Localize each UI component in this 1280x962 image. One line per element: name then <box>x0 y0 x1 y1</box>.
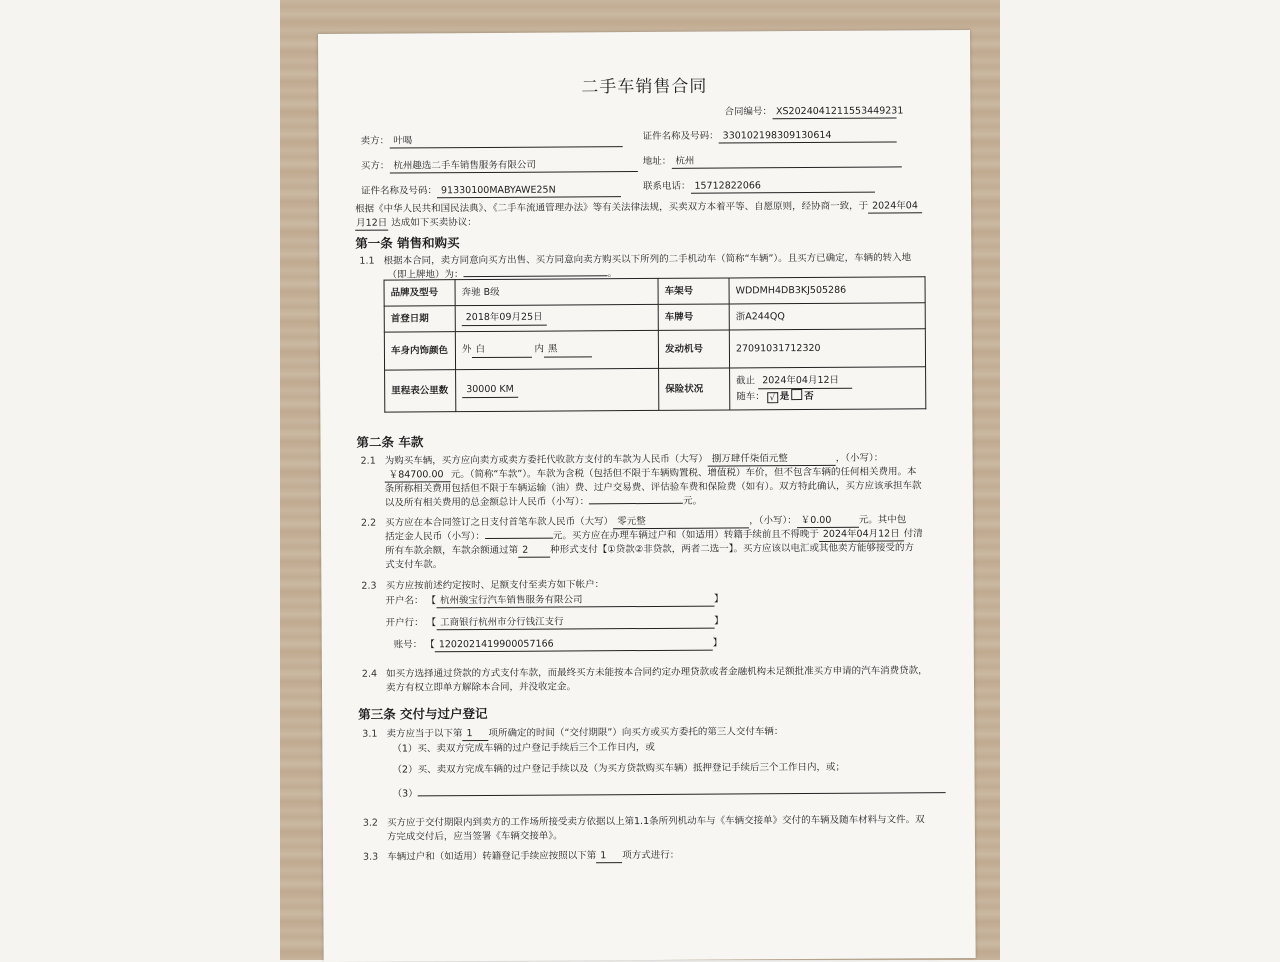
payment-deadline: 2024年04月12日 <box>819 527 904 542</box>
bracket-open: 【 <box>426 595 437 607</box>
plate-value: 浙A244QQ <box>729 303 925 330</box>
delivery-option-choice: 1 <box>462 727 488 741</box>
registration-date-value: 2018年09月25日 <box>462 311 547 326</box>
account-number-row <box>394 637 723 653</box>
clause-text: 元。其中包 <box>858 514 907 526</box>
registration-date-label: 首登日期 <box>384 306 455 332</box>
clause-text: （即上牌地）为： <box>387 269 464 281</box>
seller-id-label: 证件名称及号码： <box>642 130 719 143</box>
insurance-until-value: 2024年04月12日 <box>758 374 852 389</box>
account-name-value: 杭州骏宝行汽车销售服务有限公司 <box>436 593 714 609</box>
agreement-date-year-month: 2024年04 <box>868 199 922 214</box>
contract-title: 二手车销售合同 <box>581 76 708 98</box>
seller-id-row <box>643 128 897 144</box>
contract-number-label: 合同编号： <box>724 106 773 118</box>
clause-text: 买方应在本合同签订之日支付首笔车款人民币（大写） <box>385 516 614 529</box>
vin-value: WDDMH4DB3KJ505286 <box>729 277 925 304</box>
clause-text: （3） <box>392 788 418 800</box>
address-row <box>643 153 902 169</box>
exterior-prefix: 外 <box>461 344 472 356</box>
clause-3-1-item-3 <box>393 784 946 801</box>
first-payment-in-words: 零元整 <box>613 514 749 529</box>
table-row <box>385 367 926 412</box>
clause-3-1-item-1: （1）买、卖双方完成车辆的过户登记手续后三个工作日内，或 <box>392 741 655 755</box>
account-number-label: 账号： <box>393 639 423 651</box>
section-1-title: 第一条 销售和购买 <box>355 235 460 251</box>
insurance-until-row <box>736 374 919 389</box>
color-label: 车身内饰颜色 <box>384 332 455 370</box>
clause-text: 所有车款余额，车款余额通过第 <box>385 544 519 557</box>
section-3-title: 第三条 交付与过户登记 <box>358 705 488 722</box>
yes-label: 是 <box>779 390 790 402</box>
price-in-figures: ￥84700.00 <box>385 468 451 483</box>
clause-2-2-line-4: 式支付车款。 <box>385 559 443 571</box>
table-row <box>384 303 925 332</box>
clause-text: 以及所有相关费用的总金额总计人民币（小写）： <box>384 496 590 509</box>
delivery-other-blank <box>418 792 946 796</box>
clause-text: 项方式进行： <box>622 849 680 862</box>
insurance-cell <box>730 367 926 410</box>
clause-text: 卖方应当于以下第 <box>386 728 463 740</box>
contract-number-value: XS2024041211553449231 <box>772 104 896 119</box>
clause-2-1-line-3: 条所称相关费用包括但不限于车辆运输（油）费、过户交易费、评估验车费和保险费（如有）。双方特此确认，买方应该承担车款 <box>384 480 922 495</box>
table-row <box>384 277 925 306</box>
with-car-label: 随车： <box>736 390 765 402</box>
clause-3-1-item-2: （2）买、卖双方完成车辆的过户登记手续以及（为买方贷款购买车辆）抵押登记手续后三个工作日内，或； <box>392 761 846 776</box>
buyer-row <box>361 158 638 174</box>
color-cell <box>455 330 658 369</box>
clause-text: 元。买方应在办理车辆过户和（如适用）转籍手续前且不得晚于 <box>552 528 819 542</box>
no-label: 否 <box>804 390 814 402</box>
clause-text: ，（小写）： <box>749 515 797 527</box>
buyer-value: 杭州趣选二手车销售服务有限公司 <box>389 158 637 174</box>
section-2-title: 第二条 车款 <box>356 434 424 450</box>
agreement-date-day: 月12日 <box>355 217 388 231</box>
buyer-label: 买方： <box>360 160 390 172</box>
yes-checkbox: √ <box>767 392 778 403</box>
mileage-cell <box>456 368 659 411</box>
buyer-id-value: 91330100MABYAWE25N <box>437 183 621 198</box>
engine-label: 发动机号 <box>658 330 729 368</box>
seller-row <box>361 133 623 149</box>
seller-value: 叶喝 <box>389 133 622 149</box>
clause-number: 2.3 <box>361 580 377 592</box>
intro-line-1 <box>355 199 922 217</box>
clause-3-2-line-2: 方完成交付后，应当签署《车辆交接单》。 <box>386 830 563 843</box>
clause-text: 买方应于交付期限内到卖方的工作场所接受卖方依据以上第1.1条所列机动车与《车辆交接单》交付的车辆及随车材料与文件。双 <box>386 814 925 829</box>
clause-2-3 <box>361 578 604 593</box>
clause-2-4-line-1 <box>362 664 928 681</box>
bracket-close: 】 <box>714 615 724 627</box>
phone-label: 联系电话： <box>642 180 691 193</box>
clause-number: 1.1 <box>359 255 375 267</box>
clause-text: 为购买车辆，买方应向卖方或卖方委托代收款方支付的车款为人民币（大写） <box>384 453 708 467</box>
intro-line-2 <box>355 216 477 231</box>
clause-number: 2.4 <box>361 668 378 680</box>
account-name-row <box>385 593 723 609</box>
buyer-id-row <box>361 183 621 199</box>
clause-1-1-line-2: （即上牌地）为： 。 <box>387 268 618 281</box>
interior-prefix: 内 <box>534 343 545 356</box>
clause-text: 根据本合同，卖方同意向买方出售、买方同意向卖方购买以下所列的二手机动车（简称“车辆”）。且买方已确定，车辆的转入地 <box>383 252 912 267</box>
clause-text: 买方应按前述约定按时、足额支付至卖方如下帐户： <box>385 579 605 592</box>
account-bank-row <box>386 615 724 631</box>
bracket-open: 【 <box>425 639 435 651</box>
clause-text: 元。 <box>683 495 703 507</box>
bracket-open: 【 <box>426 617 437 629</box>
clause-number: 3.3 <box>363 851 379 863</box>
total-amount-blank <box>589 503 683 505</box>
insurance-label: 保险状况 <box>659 368 730 410</box>
intro-text: 根据《中华人民共和国民法典》、《二手车流通管理办法》等有关法律法规，买卖双方本着平等、自愿原则，经协商一致，于 <box>355 200 869 215</box>
registration-location-blank <box>464 275 608 277</box>
clause-number: 3.2 <box>362 817 378 829</box>
seller-id-value: 330102198309130614 <box>719 128 897 143</box>
first-payment-in-figures: ￥0.00 <box>797 514 859 529</box>
insurance-until-label: 截止 <box>736 375 756 387</box>
clause-2-4-line-2: 卖方有权立即单方解除本合同，并没收定金。 <box>385 681 577 694</box>
clause-2-2-line-3 <box>385 541 914 559</box>
clause-text: 车辆过户和（如适用）转籍登记手续应按照以下第 <box>387 850 597 863</box>
brand-label: 品牌及型号 <box>384 280 455 306</box>
phone-row <box>643 179 875 195</box>
deposit-blank <box>485 538 553 539</box>
vehicle-info-table <box>384 276 927 412</box>
mileage-label: 里程表公里数 <box>385 370 456 412</box>
contract-number-row <box>724 104 904 119</box>
clause-3-3 <box>363 849 679 865</box>
buyer-id-label: 证件名称及号码： <box>360 185 438 197</box>
clause-text: 元。（简称“车款”）。车款为含税（包括但不限于车辆购置税、增值税）车价，但不包含车辆的任何相关费用。本 <box>450 466 917 481</box>
price-in-words: 捌万肆仟柒佰元整 <box>708 452 836 467</box>
clause-text: 项所确定的时间（“交付期限”）向买方或买方委托的第三人交付车辆： <box>488 726 784 739</box>
phone-value: 15712822066 <box>690 179 874 194</box>
registration-date-cell <box>455 304 658 331</box>
clause-text: 括定金人民币（小写）： <box>385 530 485 543</box>
no-checkbox <box>791 389 802 400</box>
clause-text: 如买方选择通过贷款的方式支付车款，而最终买方未能按本合同约定办理贷款或者金融机构未足额批准买方申请的汽车消费贷款， <box>386 665 928 680</box>
with-car-row <box>736 388 919 403</box>
clause-3-1-line-1 <box>362 725 783 742</box>
brand-value: 奔驰 B级 <box>455 278 658 305</box>
bracket-close: 】 <box>713 593 724 605</box>
clause-number: 2.1 <box>360 455 376 467</box>
intro-tail: 达成如下买卖协议： <box>391 217 477 229</box>
clause-3-2-line-1 <box>363 813 925 830</box>
vin-label: 车架号 <box>658 278 729 304</box>
account-bank-label: 开户行： <box>385 617 424 629</box>
clause-number: 2.2 <box>360 517 377 529</box>
clause-number: 3.1 <box>362 728 378 740</box>
clause-text: ，（小写）： <box>835 452 884 464</box>
account-bank-value: 工商银行杭州市分行钱江支行 <box>436 615 714 631</box>
transfer-option-choice: 1 <box>596 849 622 863</box>
payment-method-choice: 2 <box>518 544 550 558</box>
interior-color-value: 黑 <box>544 343 592 358</box>
clause-text: 种形式支付【①贷款②非贷款，两者二选一】。买方应该以电汇或其他卖方能够接受的方 <box>550 542 915 556</box>
contract-paper <box>318 30 976 962</box>
clause-1-1 <box>359 251 911 268</box>
account-number-value: 1202021419900057166 <box>435 637 713 653</box>
address-value: 杭州 <box>671 153 901 169</box>
table-row <box>384 329 925 370</box>
seller-label: 卖方： <box>360 135 390 147</box>
clause-text: 付清 <box>903 528 923 540</box>
mileage-value: 30000 KM <box>462 383 518 398</box>
clause-2-1-line-4 <box>385 495 702 510</box>
plate-label: 车牌号 <box>658 304 729 330</box>
address-label: 地址： <box>642 155 672 168</box>
exterior-color-value: 白 <box>471 343 531 358</box>
account-name-label: 开户名： <box>385 595 424 607</box>
engine-value: 27091031712320 <box>729 329 925 368</box>
bracket-close: 】 <box>712 637 723 649</box>
